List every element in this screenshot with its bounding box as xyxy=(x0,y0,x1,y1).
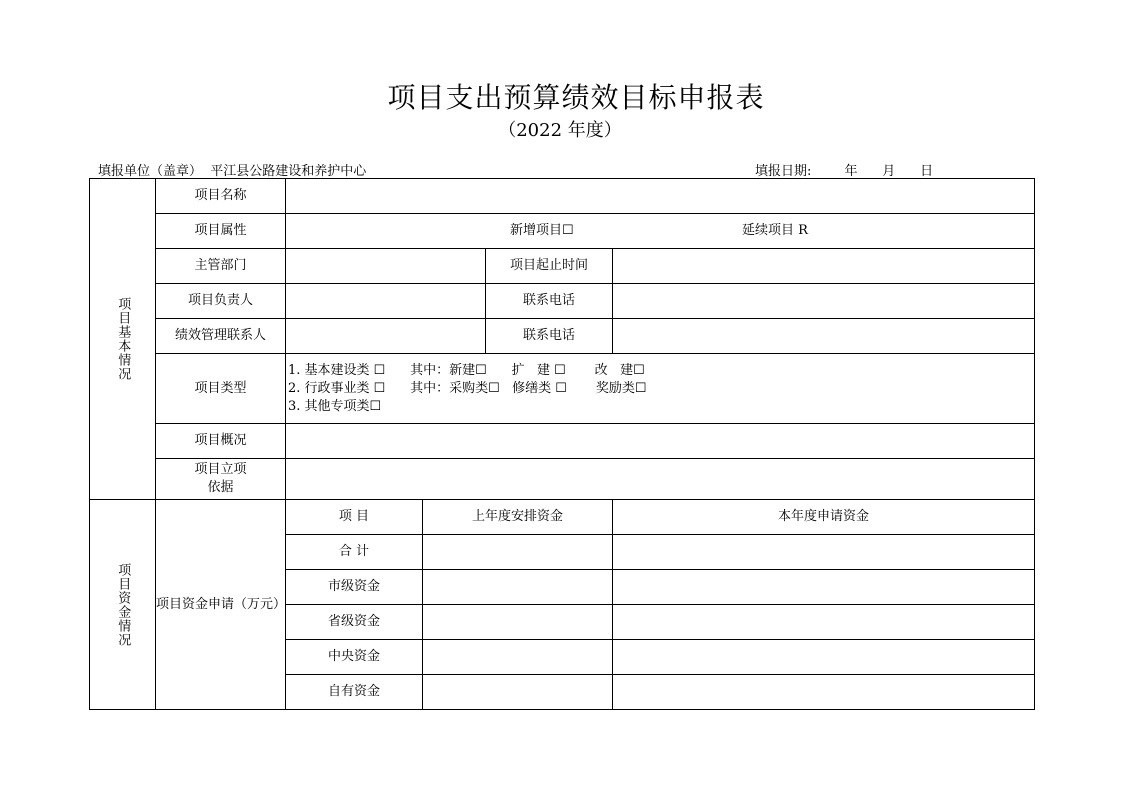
row-owner xyxy=(90,284,1035,319)
contact-phone-field[interactable] xyxy=(613,319,1035,354)
form-year: （2022 年度） xyxy=(498,120,622,141)
funds-apply-label: 项目资金申请（万元） xyxy=(156,500,286,710)
project-type-line-construction[interactable]: 1. 基本建设类 ☐ 其中：新建☐ 扩 建 ☐ 改 建☐ xyxy=(288,362,645,378)
funds-last-year-cell[interactable] xyxy=(423,640,613,675)
project-type-options xyxy=(286,354,1035,424)
funds-last-year-cell[interactable] xyxy=(423,535,613,570)
declaration-form-table xyxy=(89,178,1035,710)
row-overview xyxy=(90,424,1035,459)
funds-row-label: 省级资金 xyxy=(286,605,423,640)
project-basis-field[interactable] xyxy=(286,459,1035,500)
funds-this-year-cell[interactable] xyxy=(613,535,1035,570)
reporting-date xyxy=(755,160,933,179)
project-owner-label: 项目负责人 xyxy=(156,284,286,319)
project-basis-label-line1: 项目立项 xyxy=(194,462,247,478)
perf-contact-label: 绩效管理联系人 xyxy=(156,319,286,354)
project-period-label: 项目起止时间 xyxy=(486,249,613,284)
funds-this-year-cell[interactable] xyxy=(613,675,1035,710)
attr-continuing-project-checkbox[interactable]: 延续项目 R xyxy=(742,223,808,239)
funds-this-year-cell[interactable] xyxy=(613,640,1035,675)
funds-row-label: 市级资金 xyxy=(286,570,423,605)
row-perf-contact xyxy=(90,319,1035,354)
project-attribute-label: 项目属性 xyxy=(156,214,286,249)
funds-col-last-year: 上年度安排资金 xyxy=(423,500,613,535)
form-title: 项目支出预算绩效目标申报表 xyxy=(387,81,765,114)
owner-phone-label: 联系电话 xyxy=(486,284,613,319)
project-overview-label: 项目概况 xyxy=(156,424,286,459)
project-type-line-other[interactable]: 3. 其他专项类☐ xyxy=(288,398,382,414)
funds-row-label: 自有资金 xyxy=(286,675,423,710)
section-basic-info-label: 项目基本情况 xyxy=(115,297,131,381)
project-type-label: 项目类型 xyxy=(156,354,286,424)
date-year: 年 xyxy=(844,164,858,179)
section-funds-label: 项目资金情况 xyxy=(115,562,131,647)
reporting-unit-value: 平江县公路建设和养护中心 xyxy=(210,164,367,179)
funds-this-year-cell[interactable] xyxy=(613,605,1035,640)
project-name-label: 项目名称 xyxy=(156,179,286,214)
project-owner-field[interactable] xyxy=(286,284,486,319)
date-day: 日 xyxy=(920,164,934,179)
row-basis xyxy=(90,459,1035,500)
department-label: 主管部门 xyxy=(156,249,286,284)
row-funds-header xyxy=(90,500,1035,535)
project-attribute-field xyxy=(286,214,1035,249)
funds-row-label: 中央资金 xyxy=(286,640,423,675)
funds-col-this-year: 本年度申请资金 xyxy=(613,500,1035,535)
funds-col-item: 项 目 xyxy=(286,500,423,535)
row-department xyxy=(90,249,1035,284)
project-overview-field[interactable] xyxy=(286,424,1035,459)
section-basic-info xyxy=(90,179,156,500)
attr-new-project-checkbox[interactable]: 新增项目☐ xyxy=(510,223,574,239)
contact-phone-label: 联系电话 xyxy=(486,319,613,354)
project-type-line-administrative[interactable]: 2. 行政事业类 ☐ 其中：采购类☐ 修缮类 ☐ 奖励类☐ xyxy=(288,380,647,396)
funds-last-year-cell[interactable] xyxy=(423,570,613,605)
section-funds xyxy=(90,500,156,710)
owner-phone-field[interactable] xyxy=(613,284,1035,319)
date-month: 月 xyxy=(882,164,896,179)
funds-last-year-cell[interactable] xyxy=(423,605,613,640)
reporting-unit xyxy=(98,160,366,179)
department-field[interactable] xyxy=(286,249,486,284)
row-project-attribute xyxy=(90,214,1035,249)
project-basis-label-line2: 依据 xyxy=(207,480,234,495)
reporting-unit-label: 填报单位（盖章） xyxy=(98,164,203,179)
funds-row-label: 合 计 xyxy=(286,535,423,570)
project-name-field[interactable] xyxy=(286,179,1035,214)
reporting-date-label: 填报日期: xyxy=(755,164,812,179)
project-period-field[interactable] xyxy=(613,249,1035,284)
project-basis-label xyxy=(156,459,286,500)
row-project-type xyxy=(90,354,1035,424)
funds-last-year-cell[interactable] xyxy=(423,675,613,710)
funds-this-year-cell[interactable] xyxy=(613,570,1035,605)
row-project-name xyxy=(90,179,1035,214)
perf-contact-field[interactable] xyxy=(286,319,486,354)
